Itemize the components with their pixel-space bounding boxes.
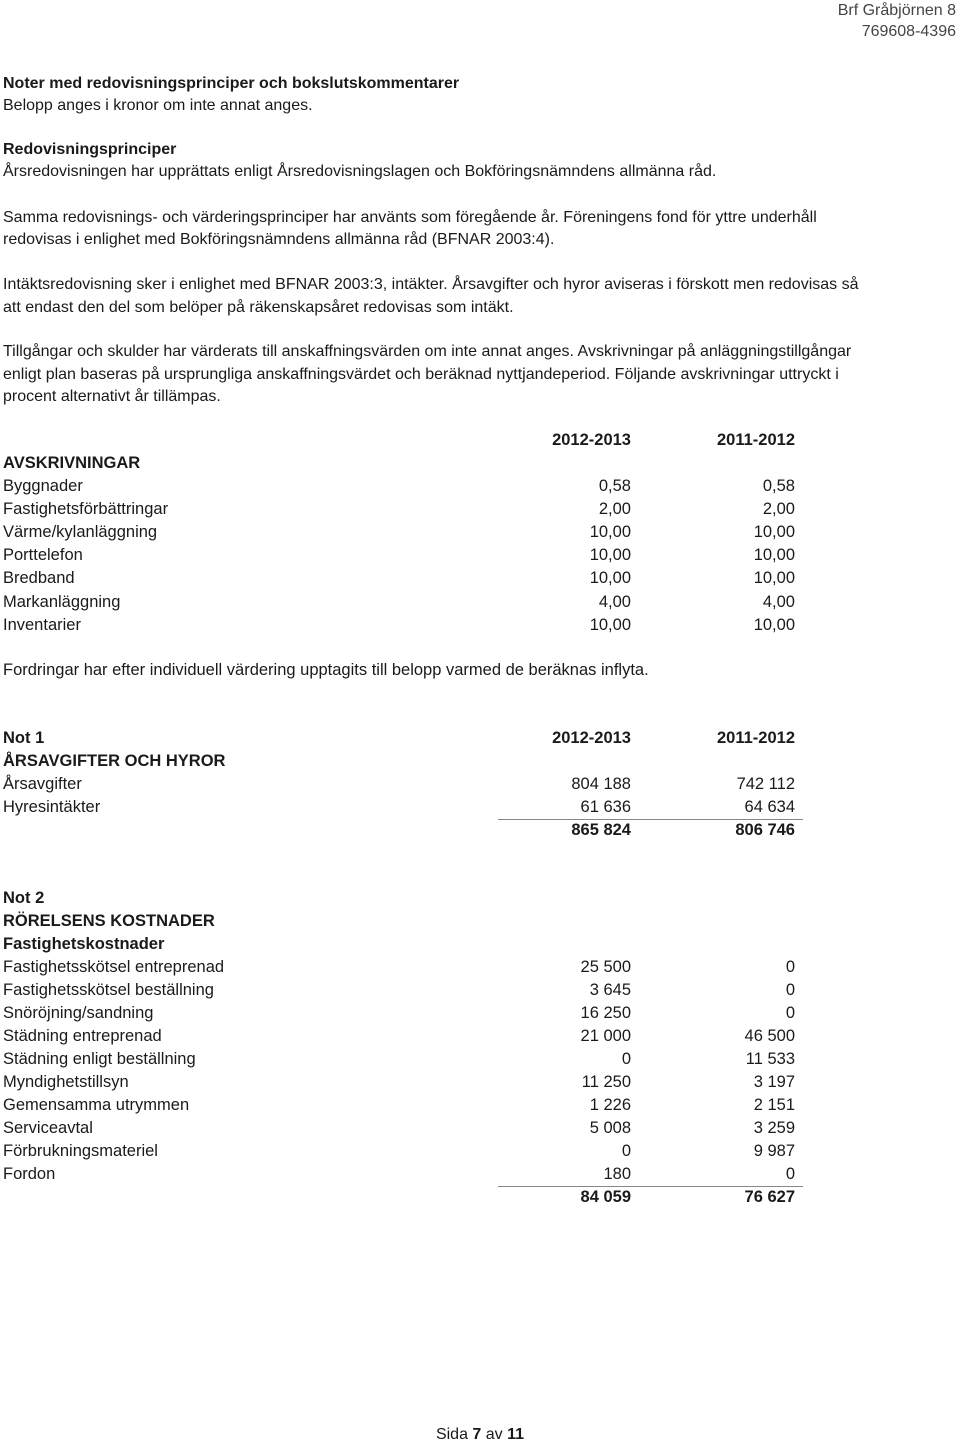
value-current: 0,58 [598, 477, 631, 495]
value-previous: 742 112 [736, 775, 795, 793]
note2-row [3, 956, 803, 979]
value-current: 1 226 [589, 1096, 631, 1114]
value-previous: 4,00 [762, 592, 795, 611]
note1-total-row [3, 819, 803, 842]
receivables-note: Fordringar har efter individuell värdering upptagits till belopp varmed de beräknas inflyta. [3, 661, 649, 679]
principles-paragraph-3-line-1: Intäktsredovisning sker i enlighet med BFNAR 2003:3, intäkter. Årsavgifter och hyror aviseras i förskott men redovisas så [3, 276, 859, 293]
depreciation-row [3, 591, 803, 614]
note2-row [3, 1140, 803, 1163]
page-footer [0, 1426, 960, 1444]
value-previous: 0 [785, 958, 795, 976]
notes-subtitle: Belopp anges i kronor om inte annat anges. [3, 97, 313, 114]
depreciation-row [3, 475, 803, 498]
note2-total-current: 84 059 [580, 1188, 631, 1206]
note1-col-current: 2012-2013 [552, 729, 631, 747]
note1-total-previous: 806 746 [735, 821, 795, 839]
value-previous: 10,00 [753, 569, 795, 588]
value-current: 10,00 [589, 615, 631, 634]
company-name: Brf Gråbjörnen 8 [837, 2, 956, 19]
value-previous: 3 197 [753, 1073, 795, 1091]
note2-row [3, 1002, 803, 1025]
value-previous: 2 151 [753, 1096, 795, 1114]
row-label: Städning enligt beställning [3, 1050, 196, 1068]
row-label: Hyresintäkter [3, 798, 101, 816]
value-previous: 11 533 [745, 1050, 795, 1068]
principles-paragraph-4-line-2: enligt plan baseras på ursprungliga anskaffningsvärdet och beräknad nyttjandeperiod. Följande avskrivningar uttryckt i [3, 366, 839, 383]
note1-label: Not 1 [3, 729, 45, 747]
row-label: Gemensamma utrymmen [3, 1096, 190, 1114]
principles-paragraph-2-line-1: Samma redovisnings- och värderingsprinciper har använts som föregående år. Föreningens fond för yttre underhåll [3, 209, 817, 226]
depreciation-heading-label: AVSKRIVNINGAR [3, 454, 141, 472]
note1-col-previous: 2011-2012 [717, 729, 795, 747]
value-current: 2,00 [598, 500, 631, 519]
row-label: Värme/kylanläggning [3, 523, 158, 542]
depreciation-col-previous: 2011-2012 [717, 431, 795, 449]
principles-paragraph-1: Årsredovisningen har upprättats enligt Årsredovisningslagen och Bokföringsnämndens allmänna råd. [3, 163, 717, 180]
value-current: 5 008 [589, 1119, 631, 1137]
depreciation-row [3, 544, 803, 567]
note2-total-row [3, 1186, 803, 1209]
value-previous: 10,00 [753, 523, 795, 542]
note2-subheading [3, 933, 803, 956]
depreciation-row [3, 567, 803, 590]
row-label: Byggnader [3, 477, 83, 495]
value-current: 16 250 [580, 1004, 631, 1022]
row-label: Förbrukningsmateriel [3, 1142, 158, 1160]
note2-total-previous: 76 627 [744, 1188, 795, 1206]
note2-row [3, 1025, 803, 1048]
value-current: 3 645 [589, 981, 631, 999]
row-label: Serviceavtal [3, 1119, 93, 1137]
depreciation-heading [3, 452, 803, 475]
value-previous: 0 [785, 1165, 795, 1183]
note2-row [3, 1071, 803, 1094]
depreciation-col-current: 2012-2013 [552, 431, 631, 449]
of-word: av [485, 1426, 503, 1443]
row-label: Porttelefon [3, 546, 83, 565]
row-label: Snöröjning/sandning [3, 1004, 154, 1022]
value-current: 25 500 [580, 958, 631, 976]
note2-label: Not 2 [3, 889, 45, 907]
value-current: 10,00 [589, 546, 631, 565]
value-current: 10,00 [589, 569, 631, 588]
value-current: 0 [621, 1050, 631, 1068]
value-previous: 64 634 [744, 798, 795, 816]
page-number: 7 [472, 1426, 482, 1443]
row-label: Årsavgifter [3, 775, 82, 793]
value-previous: 46 500 [744, 1027, 795, 1045]
principles-paragraph-2-line-2: redovisas i enlighet med Bokföringsnämndens allmänna råd (BFNAR 2003:4). [3, 231, 555, 248]
note2-subheading-label: Fastighetskostnader [3, 935, 165, 953]
principles-paragraph-4-line-1: Tillgångar och skulder har värderats till anskaffningsvärden om inte annat anges. Avskrivningar på anläggningstillgångar [3, 343, 852, 360]
note1-row [3, 773, 803, 796]
value-current: 10,00 [589, 523, 631, 542]
depreciation-header-row [3, 429, 803, 452]
note2-row [3, 1117, 803, 1140]
note1-header-row [3, 727, 803, 750]
row-label: Inventarier [3, 615, 81, 634]
value-current: 11 250 [581, 1073, 631, 1091]
value-previous: 2,00 [762, 500, 795, 519]
row-label: Fastighetsförbättringar [3, 500, 169, 519]
value-current: 0 [621, 1142, 631, 1160]
row-label: Myndighetstillsyn [3, 1073, 129, 1091]
note1-row [3, 796, 803, 819]
note2-heading [3, 910, 803, 933]
org-number: 769608-4396 [861, 23, 956, 40]
notes-title: Noter med redovisningsprinciper och bokslutskommentarer [3, 75, 460, 92]
depreciation-row [3, 498, 803, 521]
note2-row [3, 1163, 803, 1186]
row-label: Fordon [3, 1165, 56, 1183]
value-previous: 3 259 [753, 1119, 795, 1137]
row-label: Fastighetsskötsel beställning [3, 981, 214, 999]
principles-paragraph-4-line-3: procent alternativt år tillämpas. [3, 388, 221, 405]
principles-paragraph-3-line-2: att endast den del som belöper på räkenskapsåret redovisas som intäkt. [3, 299, 514, 316]
note2-row [3, 1094, 803, 1117]
note2-row [3, 979, 803, 1002]
row-label: Bredband [3, 569, 75, 588]
note1-total-current: 865 824 [571, 821, 631, 839]
value-previous: 9 987 [753, 1142, 795, 1160]
note1-heading-label: ÅRSAVGIFTER OCH HYROR [3, 752, 226, 770]
note2-row [3, 1048, 803, 1071]
value-previous: 0 [785, 1004, 795, 1022]
value-previous: 0 [785, 981, 795, 999]
depreciation-row [3, 614, 803, 637]
depreciation-row [3, 521, 803, 544]
value-previous: 0,58 [762, 477, 795, 495]
page-word: Sida [435, 1426, 468, 1443]
note2-label-row [3, 887, 803, 910]
value-previous: 10,00 [753, 615, 795, 634]
row-label: Städning entreprenad [3, 1027, 162, 1045]
value-current: 21 000 [580, 1027, 631, 1045]
note1-heading [3, 750, 803, 773]
value-current: 4,00 [598, 592, 631, 611]
page-total: 11 [507, 1426, 525, 1443]
principles-heading: Redovisningsprinciper [3, 141, 177, 158]
value-current: 804 188 [571, 775, 631, 793]
row-label: Markanläggning [3, 592, 121, 611]
value-current: 180 [603, 1165, 631, 1183]
value-current: 61 636 [580, 798, 631, 816]
row-label: Fastighetsskötsel entreprenad [3, 958, 225, 976]
note2-heading-label: RÖRELSENS KOSTNADER [3, 912, 215, 930]
value-previous: 10,00 [753, 546, 795, 565]
